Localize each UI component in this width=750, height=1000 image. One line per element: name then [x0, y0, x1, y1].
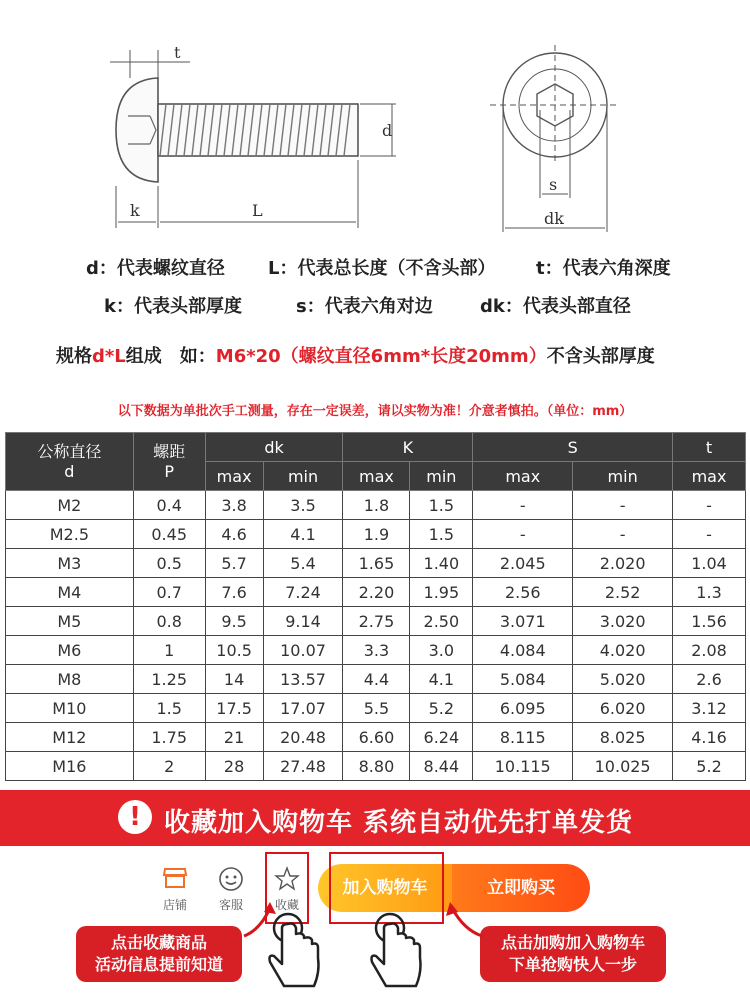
cell-k-min: 6.24 [410, 723, 473, 752]
cart-callout-line-2: 下单抢购快人一步 [508, 955, 637, 974]
cell-nominal: M8 [6, 665, 134, 694]
table-row [6, 607, 746, 636]
col-t: t [673, 433, 746, 462]
cell-pitch: 2 [133, 752, 205, 781]
cell-k-min: 1.5 [410, 520, 473, 549]
cell-s-min: 10.025 [573, 752, 673, 781]
cell-s-min: - [573, 491, 673, 520]
cell-s-min: 2.020 [573, 549, 673, 578]
buy-now-button[interactable]: 立即购买 [452, 864, 590, 912]
spec-middle: 组成 如： [125, 346, 216, 367]
cell-k-min: 2.50 [410, 607, 473, 636]
service-label: 客服 [218, 898, 243, 912]
cell-s-max: 3.071 [473, 607, 573, 636]
cell-pitch: 0.8 [133, 607, 205, 636]
cell-dk-max: 17.5 [205, 694, 263, 723]
cell-nominal: M2 [6, 491, 134, 520]
screw-diagram [0, 0, 750, 240]
cell-dk-min: 7.24 [263, 578, 343, 607]
cell-dk-min: 9.14 [263, 607, 343, 636]
label-s: s [549, 175, 558, 194]
cell-s-max: - [473, 520, 573, 549]
table-row [6, 665, 746, 694]
cell-s-max: 5.084 [473, 665, 573, 694]
k-min: min [410, 462, 473, 491]
cell-dk-min: 4.1 [263, 520, 343, 549]
cell-t: - [673, 520, 746, 549]
cell-k-min: 1.95 [410, 578, 473, 607]
col-nominal [6, 433, 134, 491]
cell-t: 4.16 [673, 723, 746, 752]
cell-nominal: M10 [6, 694, 134, 723]
cell-dk-min: 17.07 [263, 694, 343, 723]
label-dk: dk [544, 209, 564, 228]
cell-s-min: 2.52 [573, 578, 673, 607]
arrow-right-icon [442, 900, 486, 940]
cell-dk-max: 28 [205, 752, 263, 781]
cell-t: 3.12 [673, 694, 746, 723]
cell-k-min: 3.0 [410, 636, 473, 665]
table-row [6, 723, 746, 752]
col-pitch-symbol: P [164, 461, 175, 481]
cell-dk-max: 5.7 [205, 549, 263, 578]
store-label: 店铺 [162, 898, 187, 912]
store-icon [158, 866, 192, 896]
cell-s-min: 5.020 [573, 665, 673, 694]
cell-k-min: 4.1 [410, 665, 473, 694]
spec-formula: d*L [92, 346, 126, 367]
table-row [6, 549, 746, 578]
cell-t: 1.3 [673, 578, 746, 607]
s-min: min [573, 462, 673, 491]
cell-k-min: 5.2 [410, 694, 473, 723]
cell-s-min: 6.020 [573, 694, 673, 723]
cell-t: - [673, 491, 746, 520]
cell-pitch: 0.4 [133, 491, 205, 520]
cell-dk-min: 5.4 [263, 549, 343, 578]
favorite-callout-line-1: 点击收藏商品 [110, 933, 207, 952]
cell-s-max: 2.56 [473, 578, 573, 607]
table-row [6, 636, 746, 665]
dimension-table [5, 432, 746, 781]
pointing-hand-icon [364, 906, 428, 996]
cell-nominal: M12 [6, 723, 134, 752]
cell-k-min: 8.44 [410, 752, 473, 781]
cell-nominal: M5 [6, 607, 134, 636]
add-to-cart-button[interactable]: 加入购物车 [318, 864, 452, 912]
legend-d: d：代表螺纹直径 [86, 258, 225, 279]
cell-nominal: M16 [6, 752, 134, 781]
cell-dk-min: 13.57 [263, 665, 343, 694]
cell-k-max: 1.8 [343, 491, 410, 520]
col-nominal-symbol: d [64, 461, 75, 481]
label-t: t [174, 43, 181, 62]
cell-dk-min: 3.5 [263, 491, 343, 520]
cell-dk-min: 10.07 [263, 636, 343, 665]
cell-dk-min: 27.48 [263, 752, 343, 781]
cell-k-max: 8.80 [343, 752, 410, 781]
cell-s-min: 3.020 [573, 607, 673, 636]
cell-t: 1.04 [673, 549, 746, 578]
cell-s-max: 8.115 [473, 723, 573, 752]
cell-dk-max: 21 [205, 723, 263, 752]
cart-callout [480, 926, 666, 982]
cell-dk-min: 20.48 [263, 723, 343, 752]
col-pitch [133, 433, 205, 491]
cell-s-max: 2.045 [473, 549, 573, 578]
exclamation-icon: ! [118, 800, 152, 834]
cell-k-max: 1.9 [343, 520, 410, 549]
label-k: k [130, 201, 140, 220]
table-row [6, 694, 746, 723]
legend-t: t：代表六角深度 [536, 258, 671, 279]
col-s: S [473, 433, 673, 462]
favorite-callout-line-2: 活动信息提前知道 [94, 955, 223, 974]
label-d: d [382, 121, 393, 140]
cell-s-max: 4.084 [473, 636, 573, 665]
cell-k-max: 1.65 [343, 549, 410, 578]
s-max: max [473, 462, 573, 491]
cell-t: 1.56 [673, 607, 746, 636]
table-row [6, 491, 746, 520]
table-row [6, 752, 746, 781]
cell-pitch: 1 [133, 636, 205, 665]
cell-dk-max: 14 [205, 665, 263, 694]
cell-pitch: 1.5 [133, 694, 205, 723]
cell-nominal: M4 [6, 578, 134, 607]
cell-k-min: 1.5 [410, 491, 473, 520]
legend-k: k：代表头部厚度 [104, 296, 242, 317]
cell-s-min: 8.025 [573, 723, 673, 752]
cell-pitch: 0.45 [133, 520, 205, 549]
table-row [6, 578, 746, 607]
cell-k-max: 2.20 [343, 578, 410, 607]
cell-s-max: 6.095 [473, 694, 573, 723]
t-max: max [673, 462, 746, 491]
cell-s-min: 4.020 [573, 636, 673, 665]
cell-s-max: 10.115 [473, 752, 573, 781]
cell-k-max: 5.5 [343, 694, 410, 723]
spec-suffix: 不含头部厚度 [546, 346, 655, 367]
promo-banner [0, 790, 750, 846]
cell-k-min: 1.40 [410, 549, 473, 578]
measurement-notice: 以下数据为单批次手工测量，存在一定误差，请以实物为准！介意者慎拍。（单位：mm） [117, 404, 633, 419]
table-row [6, 520, 746, 549]
cell-pitch: 0.7 [133, 578, 205, 607]
cell-k-max: 3.3 [343, 636, 410, 665]
cell-nominal: M6 [6, 636, 134, 665]
legend-L: L：代表总长度（不含头部） [268, 258, 496, 279]
cell-pitch: 1.75 [133, 723, 205, 752]
legend-dk: dk：代表头部直径 [480, 296, 631, 317]
cell-k-max: 6.60 [343, 723, 410, 752]
k-max: max [343, 462, 410, 491]
cell-dk-max: 4.6 [205, 520, 263, 549]
store-button[interactable] [158, 866, 192, 913]
cell-dk-max: 9.5 [205, 607, 263, 636]
spec-prefix: 规格 [56, 346, 92, 367]
dk-max: max [205, 462, 263, 491]
table-header-row-1 [6, 433, 746, 462]
cell-k-max: 4.4 [343, 665, 410, 694]
cell-k-max: 2.75 [343, 607, 410, 636]
arrow-left-icon [240, 900, 280, 940]
cell-s-max: - [473, 491, 573, 520]
cell-dk-max: 3.8 [205, 491, 263, 520]
spec-example: M6*20（螺纹直径6mm*长度20mm） [215, 346, 547, 367]
cell-t: 5.2 [673, 752, 746, 781]
cell-dk-max: 10.5 [205, 636, 263, 665]
table-body [6, 491, 746, 781]
smiley-icon [214, 866, 248, 896]
legend-s: s：代表六角对边 [296, 296, 433, 317]
cell-dk-max: 7.6 [205, 578, 263, 607]
banner-text: 收藏加入购物车 系统自动优先打单发货 [164, 808, 634, 838]
cell-s-min: - [573, 520, 673, 549]
favorite-label: 收藏 [274, 898, 299, 912]
cell-pitch: 0.5 [133, 549, 205, 578]
cell-nominal: M2.5 [6, 520, 134, 549]
col-pitch-label: 螺距 [153, 441, 186, 461]
cell-t: 2.08 [673, 636, 746, 665]
col-dk: dk [205, 433, 343, 462]
dk-min: min [263, 462, 343, 491]
col-nominal-label: 公称直径 [37, 441, 102, 461]
col-k: K [343, 433, 473, 462]
label-L: L [252, 201, 263, 220]
cell-pitch: 1.25 [133, 665, 205, 694]
favorite-callout [76, 926, 242, 982]
cart-callout-line-1: 点击加购加入购物车 [500, 933, 645, 952]
cell-nominal: M3 [6, 549, 134, 578]
cell-t: 2.6 [673, 665, 746, 694]
